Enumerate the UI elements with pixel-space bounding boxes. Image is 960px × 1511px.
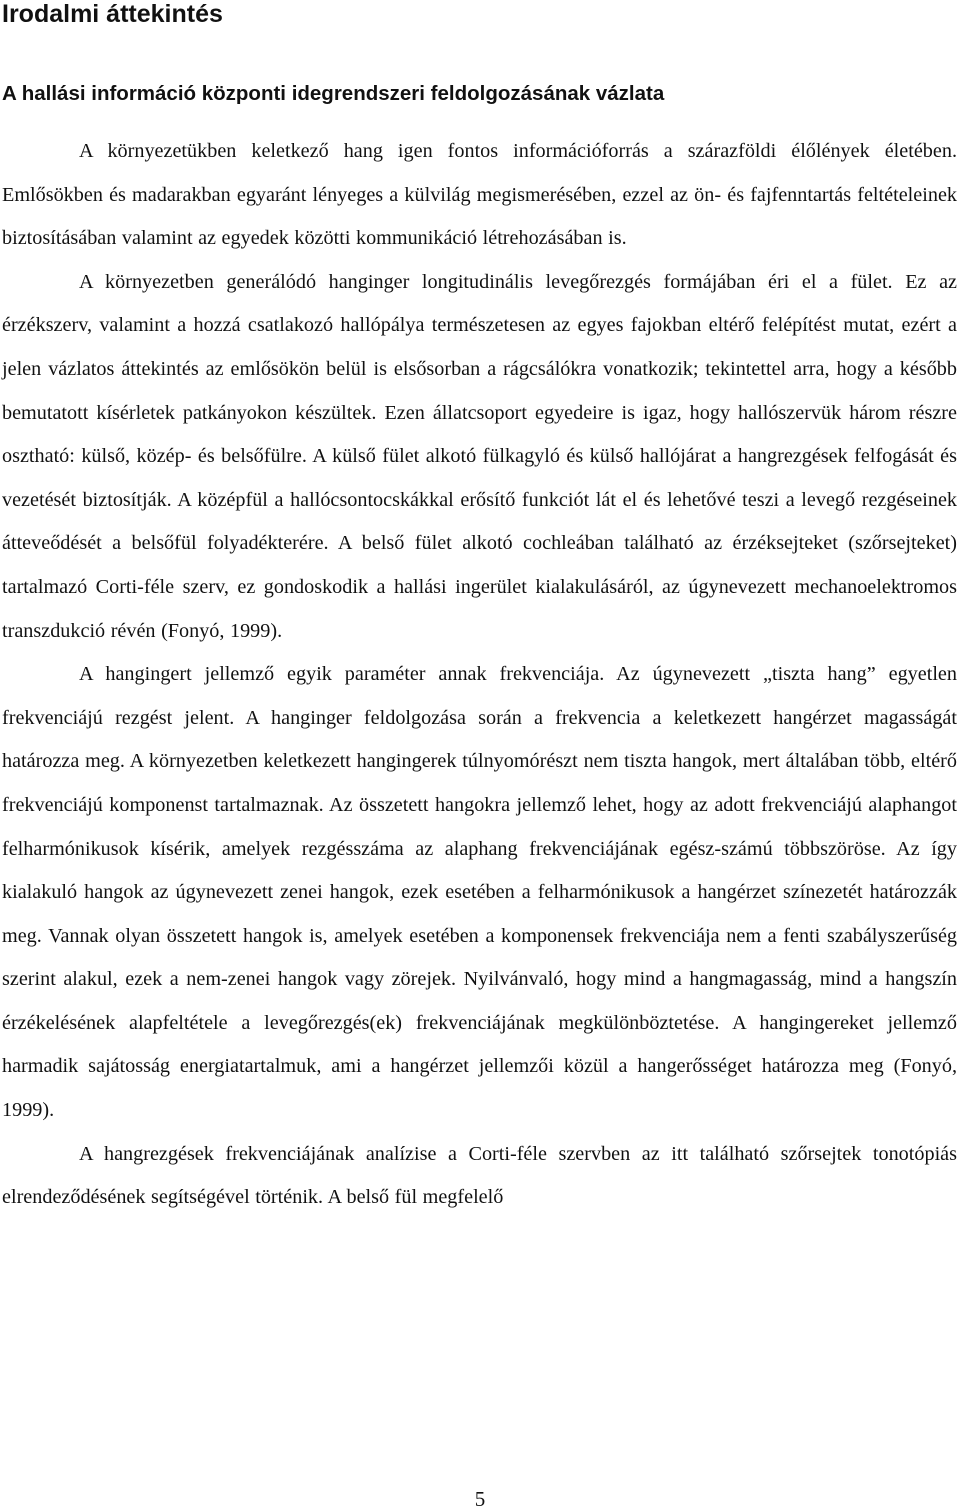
- paragraph: A környezetükben keletkező hang igen fontos információforrás a szárazföldi élőlények életében. Emlősökben és madarakban egyaránt lényeges a külvilág megismerésében, ezzel az ön- és fajfenntartás feltételeinek biztosításában valamint az egyedek közötti kommunikáció létrehozásában is.: [2, 140, 957, 250]
- section-title: A hallási információ központi idegrendszeri feldolgozásának vázlata: [2, 82, 665, 105]
- chapter-title: Irodalmi áttekintés: [2, 0, 223, 28]
- page-number: 5: [474, 1487, 486, 1511]
- paragraph: A hangrezgések frekvenciájának analízise a Corti-féle szervben az itt található szőrsejtek tonotópiás elrendeződésének segítségével történik. A belső fül megfelelő: [2, 1142, 957, 1209]
- body-text: [2, 130, 957, 1220]
- paragraph: A hangingert jellemző egyik paraméter annak frekvenciája. Az úgynevezett „tiszta hang” egyetlen frekvenciájú rezgést jelent. A hanginger feldolgozása során a frekvencia a keletkezett hangérzet magasságát határozza meg. A környezetben keletkezett hangingerek túlnyomórészt nem tiszta hangok, mert általában több, eltérő frekvenciájú komponenst tartalmaznak. Az összetett hangokra jellemző lehet, hogy az adott frekvenciájú alaphangot felharmónikusok kísérik, amelyek rezgésszáma az alaphang frekvenciájának egész-számú többszöröse. Az így kialakuló hangok az úgynevezett zenei hangok, ezek esetében a felharmónikusok a hangérzet színezetét határozzák meg. Vannak olyan összetett hangok is, amelyek esetében a komponensek frekvenciája nem a fenti szabályszerűség szerint alakul, ezek a nem-zenei hangok vagy zörejek. Nyilvánvaló, hogy mind a hangmagasság, mind a hangszín érzékelésének alapfeltétele a levegőrezgés(ek) frekvenciájának megkülönböztetése. A hangingereket jellemző harmadik sajátosság energiatartalmuk, ami a hangérzet jellemzői közül a hangerősséget határozza meg (Fonyó, 1999).: [2, 663, 957, 1122]
- paragraph: A környezetben generálódó hanginger longitudinális levegőrezgés formájában éri el a fület. Ez az érzékszerv, valamint a hozzá csatlakozó hallópálya természetesen az egyes fajokban eltérő felépítést mutat, ezért a jelen vázlatos áttekintés az emlősökön belül is elsősorban a rágcsálókra vonatkozik; tekintettel arra, hogy a később bemutatott kísérletek patkányokon készültek. Ezen állatcsoport egyedeire is igaz, hogy hallószervük három részre osztható: külső, közép- és belsőfülre. A külső fület alkotó fülkagyló és külső hallójárat a hangrezgések felfogását és vezetését biztosítják. A középfül a hallócsontocskákkal erősítő funkciót lát el és lehetővé teszi a levegő rezgéseinek átteveődését a belsőfül folyadékterére. A belső fület alkotó cochleában található az érzéksejteket (szőrsejteket) tartalmazó Corti-féle szerv, ez gondoskodik a hallási ingerület kialakulásáról, az úgynevezett mechanoelektromos transzdukció révén (Fonyó, 1999).: [2, 270, 957, 642]
